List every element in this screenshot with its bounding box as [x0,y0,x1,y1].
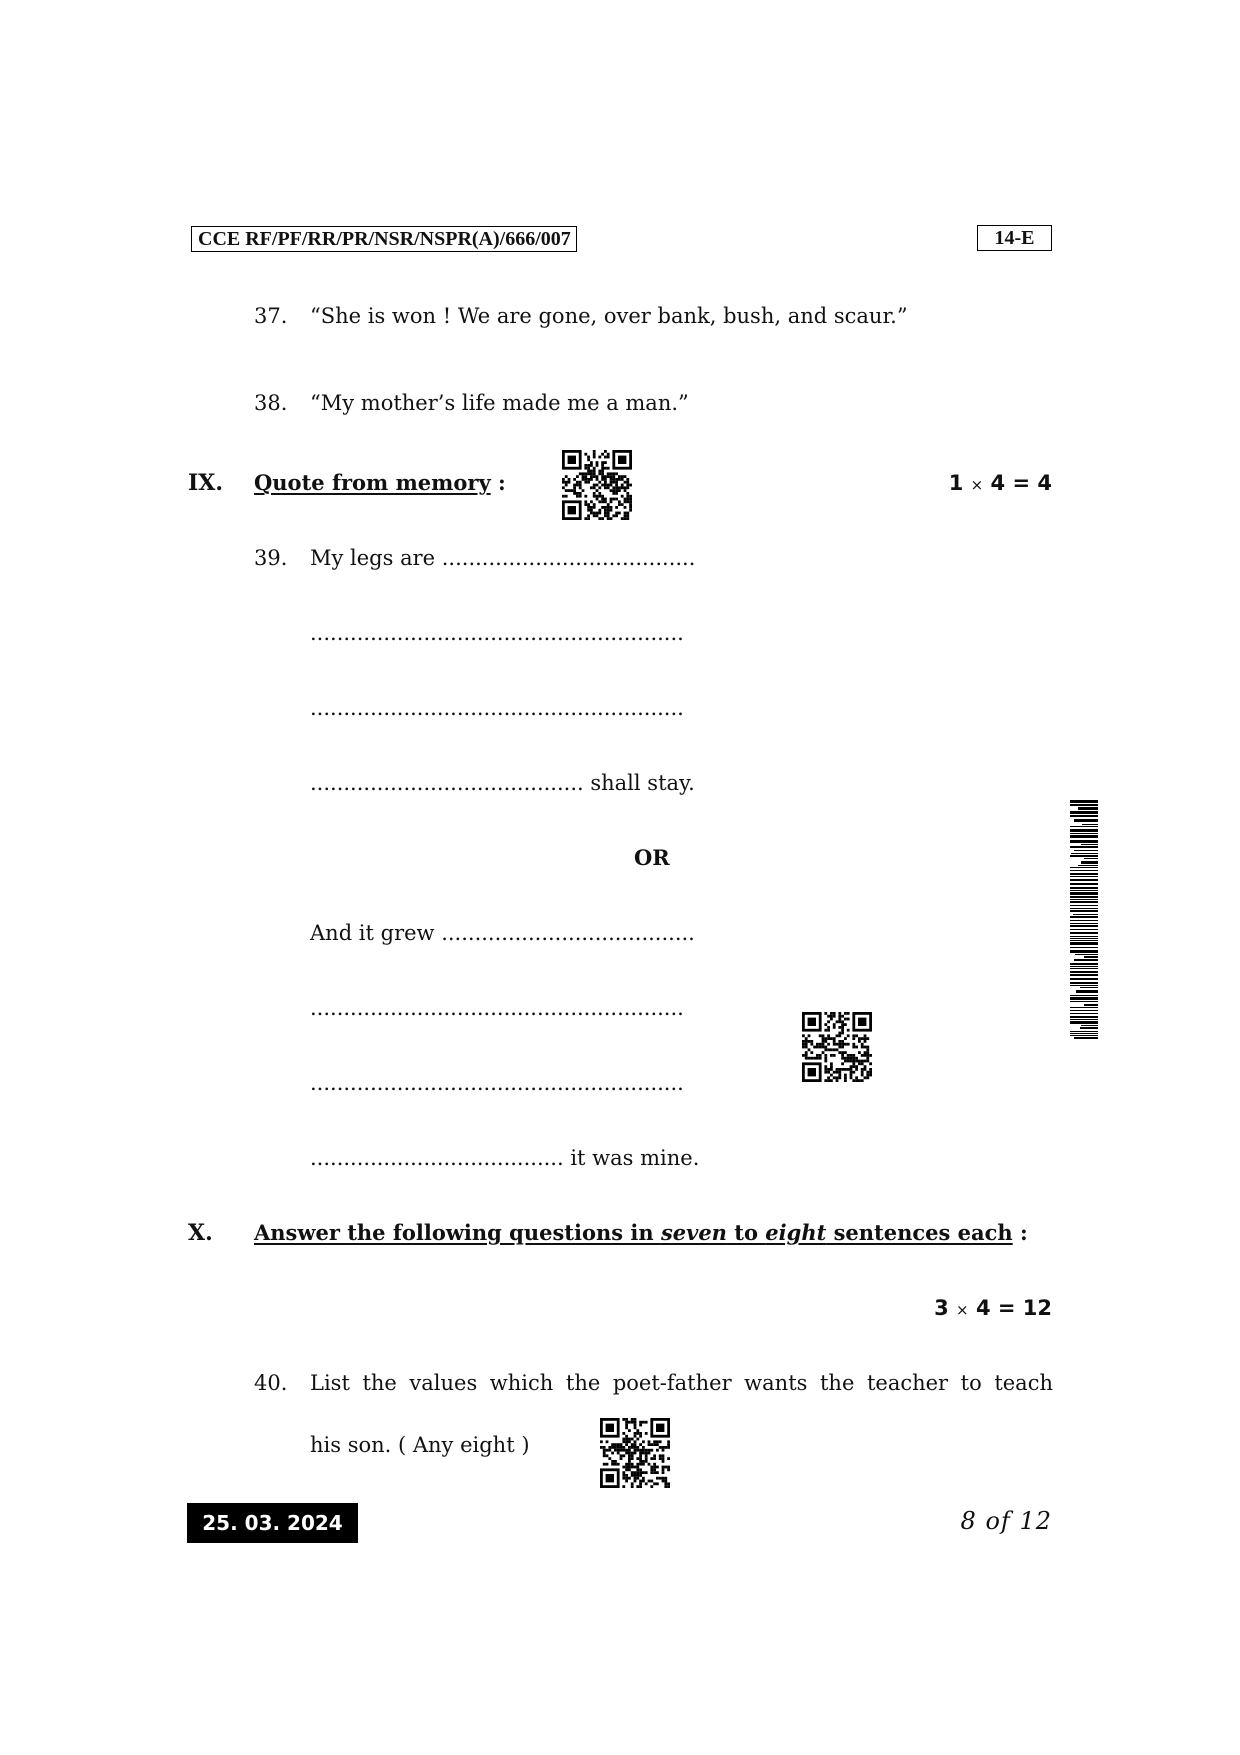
section-ix-number: IX. [188,470,224,496]
question-40-line-2: his son. ( Any eight ) [310,1433,530,1457]
title-part: sentences each [826,1220,1013,1245]
q39-line-4: ......................................... shall stay. [310,771,695,795]
section-x-title-text [254,1220,1013,1245]
question-39-number: 39. [254,546,288,570]
question-37-text: “She is won ! We are gone, over bank, bush, and scaur.” [310,304,908,328]
q39-line-1: My legs are ...................................... [310,546,696,570]
q39-alt-line-2: ........................................................ [310,996,684,1020]
marks-a: 3 [934,1296,949,1320]
q39-line-3: ........................................................ [310,696,684,720]
question-38-number: 38. [254,391,288,415]
page-code: 14-E [977,225,1052,251]
page-current: 8 [960,1507,977,1535]
title-part: to [726,1220,766,1245]
q39-alt-line-1: And it grew ...................................... [310,921,695,945]
section-x-marks [934,1295,1052,1323]
section-x-number: X. [188,1220,213,1246]
exam-date: 25. 03. 2024 [187,1503,358,1543]
qr-code-icon [600,1418,670,1488]
times-sign: × [956,1301,969,1319]
qr-code-icon [562,450,632,520]
question-38-text: “My mother’s life made me a man.” [310,391,689,415]
marks-b: 4 = 12 [975,1296,1052,1320]
title-emphasis: seven [660,1220,727,1245]
title-emphasis: eight [765,1220,827,1245]
section-ix-colon: : [490,470,506,495]
question-40-number: 40. [254,1371,288,1395]
q39-alt-line-3: ........................................................ [310,1071,684,1095]
section-ix-title-text: Quote from memory [254,470,491,495]
barcode-icon [1070,800,1098,1046]
page-of: of [985,1507,1011,1535]
q39-line-2: ........................................................ [310,621,684,645]
or-divider: OR [634,845,670,870]
times-sign: × [970,476,984,494]
q39-alt-line-4: ...................................... it was mine. [310,1146,700,1170]
marks-a: 1 [948,471,964,495]
page-total: 12 [1019,1507,1052,1535]
section-ix-title [254,470,506,496]
section-ix-marks [949,470,1052,498]
section-x-title [254,1220,1028,1246]
page-number [961,1506,1052,1536]
question-40-line-1: List the values which the poet-father wants the teacher to teach [310,1371,1053,1395]
paper-code: CCE RF/PF/RR/PR/NSR/NSPR(A)/666/007 [191,226,577,252]
question-37-number: 37. [254,304,288,328]
qr-code-icon [802,1012,872,1082]
marks-b: 4 = 4 [990,471,1052,495]
section-x-colon: : [1012,1220,1028,1245]
title-part: Answer the following questions in [254,1220,661,1245]
